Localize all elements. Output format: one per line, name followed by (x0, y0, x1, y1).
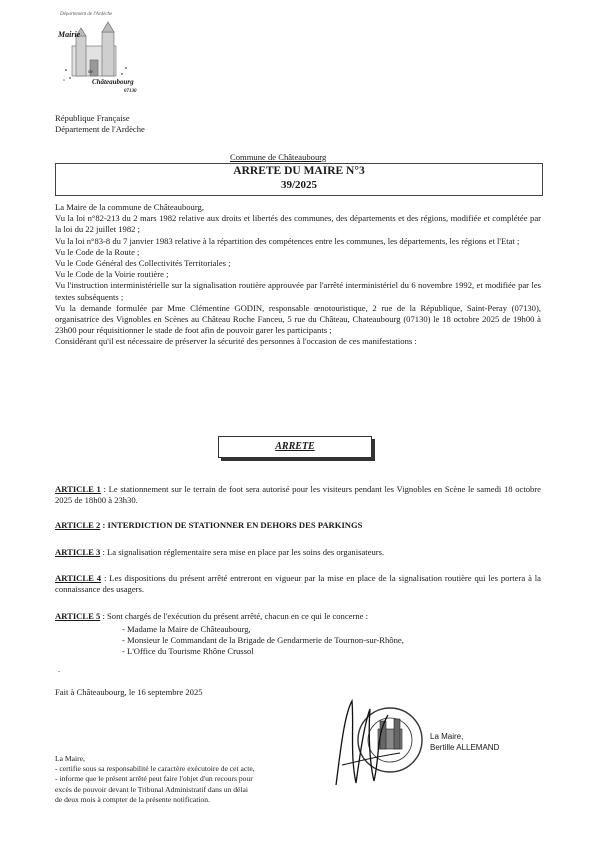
visa-loi-1982: Vu la loi n°82-213 du 2 mars 1982 relative aux droits et libertés des communes, des départements et des régions, modifiée et complétée par la loi du 22 juillet 1982 ; (55, 213, 541, 235)
arrete-number: 39/2025 (280, 179, 318, 191)
title-box (55, 163, 543, 196)
article-4-label: ARTICLE 4 (55, 573, 102, 583)
logo-de-text: de (88, 70, 93, 75)
article-5 (55, 611, 541, 622)
footer-notice (55, 754, 255, 805)
signatory-block (430, 731, 499, 753)
arrete-heading: ARRETE (275, 441, 315, 452)
footer-line: de deux mois à compter de la présente notification. (55, 794, 210, 804)
signatory-title: La Maire, (430, 732, 464, 741)
logo-postal-code: 07130 (124, 89, 137, 94)
footer-line: La Maire, (55, 754, 85, 763)
visa-instruction: Vu l'instruction interministérielle sur la signalisation routière approuvée par l'arrêté interministériel du 6 novembre 1992, et modifiée par les textes subséquents ; (55, 280, 541, 302)
arrete-heading-box (218, 436, 372, 458)
signature-stamp (330, 695, 430, 790)
mairie-logo (46, 10, 156, 100)
visa-cgct: Vu le Code Général des Collectivités Territoriales ; (55, 258, 231, 269)
article-3 (55, 547, 541, 558)
logo-top-text: Département de l'Ardèche (60, 12, 113, 17)
concerned-list (122, 624, 404, 658)
logo-town-text: Châteaubourg (92, 78, 134, 86)
fait-a-date: Fait à Châteaubourg, le 16 septembre 2025 (55, 687, 203, 697)
visas-block (55, 202, 541, 348)
header-departement: Département de l'Ardèche (55, 124, 145, 134)
article-4 (55, 573, 541, 595)
concerned-item-maire: - Madame la Maire de Châteaubourg, (122, 624, 251, 634)
article-1-text: : Le stationnement sur le terrain de foot sera autorisé pour les visiteurs pendant les Vignobles en Scène le samedi 18 octobre 2025 de 18h00 à 23h30. (55, 484, 541, 506)
visa-demande: Vu la demande formulée par Mme Clémentine GODIN, responsable œnotouristique, 2 rue de la République, Saint-Peray (07130), organisatrice des Vignobles en Scènes au Château Roche Fanceu, 5 rue du Château, Chateaubourg (07130) le 18 octobre 2025 de 19h00 à 23h00 pour réquisitionner le stade de foot afin de pouvoir garer les participants ; (55, 302, 541, 336)
article-1 (55, 484, 541, 506)
header-block (55, 113, 145, 135)
article-2-label: ARTICLE 2 (55, 520, 101, 530)
article-3-label: ARTICLE 3 (55, 547, 101, 557)
article-5-label: ARTICLE 5 (55, 611, 101, 621)
article-2 (55, 520, 541, 531)
footer-line: - informe que le présent arrêté peut faire l'objet d'un recours pour (55, 774, 253, 784)
considerant: Considérant qu'il est nécessaire de préserver la sécurité des personnes à l'occasion de ces manifestations : (55, 336, 417, 347)
visa-code-route: Vu le Code de la Route ; (55, 246, 140, 257)
signatory-name: Bertille ALLEMAND (430, 743, 500, 752)
article-2-text: : INTERDICTION DE STATIONNER EN DEHORS DES PARKINGS (100, 520, 363, 530)
footer-line: - certifie sous sa responsabilité le caractère exécutoire de cet acte, (55, 764, 255, 774)
concerned-item-office-tourisme: - L'Office du Tourisme Rhône Crussol (122, 646, 254, 657)
visa-code-voirie: Vu le Code de la Voirie routière ; (55, 269, 169, 280)
article-4-text: : Les dispositions du présent arrêté entreront en vigueur par la mise en place de la signalisation routière qui les portera à la connaissance des usagers. (55, 573, 541, 595)
visa-maire: La Maire de la commune de Châteaubourg, (55, 202, 204, 212)
arrete-title: ARRETE DU MAIRE N°3 (233, 165, 365, 177)
stray-dot: . (58, 665, 60, 674)
footer-line: excès de pouvoir devant le Tribunal Administratif dans un délai (55, 784, 248, 794)
concerned-item-gendarmerie: - Monsieur le Commandant de la Brigade de Gendarmerie de Tournon-sur-Rhône, (122, 635, 404, 646)
commune-label: Commune de Châteaubourg (230, 152, 327, 162)
article-1-label: ARTICLE 1 (55, 484, 101, 494)
article-3-text: : La signalisation réglementaire sera mise en place par les soins des organisateurs. (100, 547, 385, 557)
article-5-text: : Sont chargés de l'exécution du présent arrêté, chacun en ce qui le concerne : (100, 611, 368, 621)
logo-mairie-text: Mairie (58, 30, 81, 39)
header-republique: République Française (55, 113, 130, 123)
visa-loi-1983: Vu la loi n°83-8 du 7 janvier 1983 relative à la répartition des compétences entre les communes, les départements, les régions et l'Etat ; (55, 235, 520, 246)
